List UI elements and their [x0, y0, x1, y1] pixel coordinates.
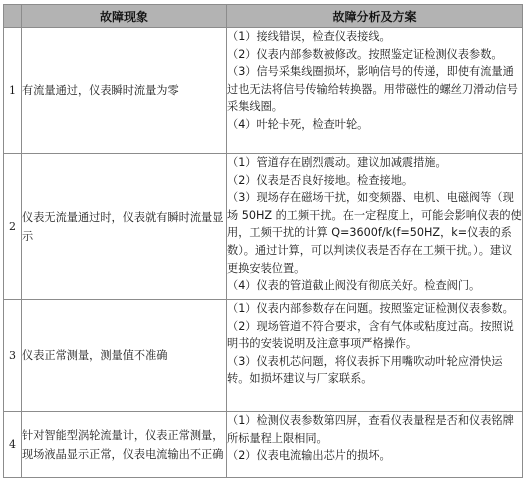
fault-table [3, 4, 523, 478]
solution-cell [227, 412, 523, 478]
row-number: 1 [4, 28, 22, 154]
solution-item: （2）仪表是否良好接地。检查接地。 [227, 173, 414, 187]
solution-item: （3）仪表机芯问题，将仪表拆下用嘴吹动叶轮应滑快运转。如损坏建议与厂家联系。 [227, 354, 503, 386]
phenomenon-cell: 有流量通过，仪表瞬时流量为零 [22, 28, 227, 154]
solution-item: （4）叶轮卡死，检查叶轮。 [227, 117, 369, 131]
solution-item: （1）管道存在剧烈震动。建议加减震措施。 [227, 156, 447, 169]
solution-cell [227, 28, 523, 154]
table-row [4, 28, 523, 154]
solution-item: （2）仪表电流输出芯片的损坏。 [227, 449, 391, 463]
row-number: 4 [4, 412, 22, 478]
solution-item: （4）仪表的管道截止阀没有彻底关好。检查阀门。 [227, 279, 481, 293]
solution-item: （2）现场管道不符合要求，含有气体或粘度过高。按照说明书的安装说明及注意事项严格操作。 [227, 319, 514, 351]
table-row [4, 412, 523, 478]
phenomenon-cell: 仪表无流量通过时，仪表就有瞬时流量显示 [22, 154, 227, 300]
solution-item: （2）仪表内部参数被修改。按照鉴定证检测仪表参数。 [227, 47, 503, 61]
solution-cell [227, 154, 523, 300]
header-row [4, 5, 523, 28]
row-number: 2 [4, 154, 22, 300]
row-number: 3 [4, 300, 22, 412]
solution-item: （3）信号采集线圈损坏，影响信号的传递，即使有流量通过也无法将信号传输给转换器。用带磁性的螺丝刀滑动信号采集线圈。 [227, 65, 518, 114]
solution-item: （1）检测仪表参数第四屏，查看仪表量程是否和仪表铭牌所标量程上限相同。 [227, 414, 514, 445]
header-solution: 故障分析及方案 [227, 5, 523, 28]
solution-cell [227, 300, 523, 412]
header-phenomenon: 故障现象 [22, 5, 227, 28]
solution-item: （1）仪表内部参数存在问题。按照鉴定证检测仪表参数。 [227, 302, 514, 315]
table-row [4, 300, 523, 412]
solution-item: （3）现场存在磁场干扰，如变频器、电机、电磁阀等（现场 50HZ 的工频干扰。在一定程度上，可能会影响仪表的使用，工频干扰的计算 Q=3600f/k(f=50HZ，k=仪表的系数）。通过计算，可以判读仪表是否存在工频干扰。）。建议更换安装位置。 [227, 191, 522, 275]
phenomenon-cell: 仪表正常测量，测量值不准确 [22, 300, 227, 412]
solution-item: （1）接线错误，检查仪表接线。 [227, 30, 391, 43]
table-row [4, 154, 523, 300]
phenomenon-cell: 针对智能型涡轮流量计，仪表正常测量，现场液晶显示正常，仪表电流输出不正确 [22, 412, 227, 478]
header-num-cell [4, 5, 22, 28]
